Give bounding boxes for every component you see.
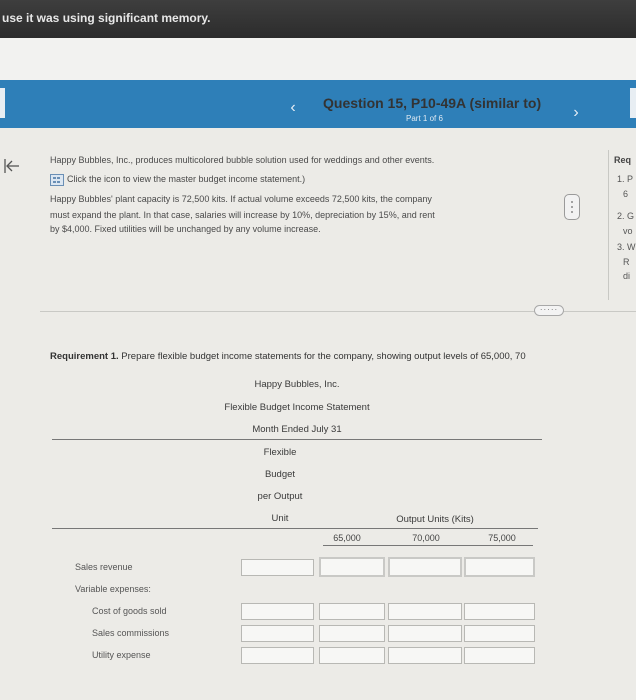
requirement-item: 6 <box>623 189 629 199</box>
requirement-label: Requirement 1. <box>50 351 119 362</box>
cogs-75000-input[interactable] <box>464 603 535 620</box>
requirement-item: R <box>623 257 630 267</box>
sales-65000-input[interactable] <box>319 557 385 577</box>
requirement-item: 1. P <box>617 174 634 184</box>
requirement-item: 2. G <box>617 211 635 221</box>
sales-per-unit-input[interactable] <box>241 559 314 576</box>
company-name: Happy Bubbles, Inc. <box>254 379 340 390</box>
utility-75000-input[interactable] <box>464 647 535 664</box>
header-edge-right <box>630 88 636 118</box>
commissions-per-unit-input[interactable] <box>241 625 314 642</box>
requirement-text: Prepare flexible budget income statements for the company, showing output levels of 65,000, 70 <box>118 351 526 362</box>
row-label-commissions: Sales commissions <box>92 628 170 638</box>
row-label-sales: Sales revenue <box>75 562 133 572</box>
header-edge-left <box>0 88 5 118</box>
column-heading: per Output <box>257 491 303 502</box>
statement-title: Flexible Budget Income Statement <box>224 402 370 413</box>
level-70000: 70,000 <box>412 533 440 543</box>
problem-text-line: by $4,000. Fixed utilities will be unchanged by any volume increase. <box>50 224 321 234</box>
blank-strip <box>0 38 636 80</box>
problem-text-line: Happy Bubbles, Inc., produces multicolored bubble solution used for weddings and other events. <box>50 155 435 165</box>
expand-more-button[interactable]: ····· <box>534 305 564 316</box>
next-part-button[interactable]: › <box>573 104 579 121</box>
column-heading: Budget <box>264 469 296 480</box>
banner-text: use it was using significant memory. <box>2 11 211 25</box>
row-label-variable: Variable expenses: <box>75 584 151 594</box>
question-part: Part 1 of 6 <box>406 114 443 123</box>
column-heading: Flexible <box>263 447 297 458</box>
output-rule <box>323 545 533 546</box>
row-label-cogs: Cost of goods sold <box>92 606 167 616</box>
requirements-heading: Req <box>614 155 632 165</box>
problem-text-line: Happy Bubbles' plant capacity is 72,500 kits. If actual volume exceeds 72,500 kits, the company <box>50 194 432 204</box>
master-budget-link[interactable]: Click the icon to view the master budget income statement.) <box>67 174 306 184</box>
sales-75000-input[interactable] <box>464 557 535 577</box>
level-75000: 75,000 <box>488 533 516 543</box>
cogs-65000-input[interactable] <box>319 603 385 620</box>
row-label-utility: Utility expense <box>92 650 151 660</box>
requirement-item: 3. W <box>617 242 636 252</box>
requirement-item: vo <box>623 226 633 236</box>
level-65000: 65,000 <box>333 533 361 543</box>
statement-period: Month Ended July 31 <box>252 424 342 435</box>
back-arrow-icon[interactable] <box>4 158 20 179</box>
header-rule <box>52 439 542 440</box>
sales-70000-input[interactable] <box>388 557 462 577</box>
question-title: Question 15, P10-49A (similar to) <box>323 95 542 111</box>
requirement-instruction <box>50 351 526 362</box>
utility-65000-input[interactable] <box>319 647 385 664</box>
column-heading: Unit <box>271 513 289 524</box>
cogs-70000-input[interactable] <box>388 603 462 620</box>
commissions-70000-input[interactable] <box>388 625 462 642</box>
spreadsheet-icon[interactable] <box>50 174 64 186</box>
commissions-75000-input[interactable] <box>464 625 535 642</box>
utility-70000-input[interactable] <box>388 647 462 664</box>
memory-warning-banner <box>0 0 636 38</box>
requirement-item: di <box>623 271 631 281</box>
output-units-heading: Output Units (Kits) <box>396 514 474 525</box>
panel-resize-handle[interactable] <box>564 194 580 220</box>
panel-divider <box>608 150 609 300</box>
commissions-65000-input[interactable] <box>319 625 385 642</box>
previous-part-button[interactable]: ‹ <box>290 99 296 116</box>
utility-per-unit-input[interactable] <box>241 647 314 664</box>
column-rule <box>52 528 538 529</box>
cogs-per-unit-input[interactable] <box>241 603 314 620</box>
problem-text-line: must expand the plant. In that case, salaries will increase by 10%, depreciation by 15%, and rent <box>50 210 435 220</box>
